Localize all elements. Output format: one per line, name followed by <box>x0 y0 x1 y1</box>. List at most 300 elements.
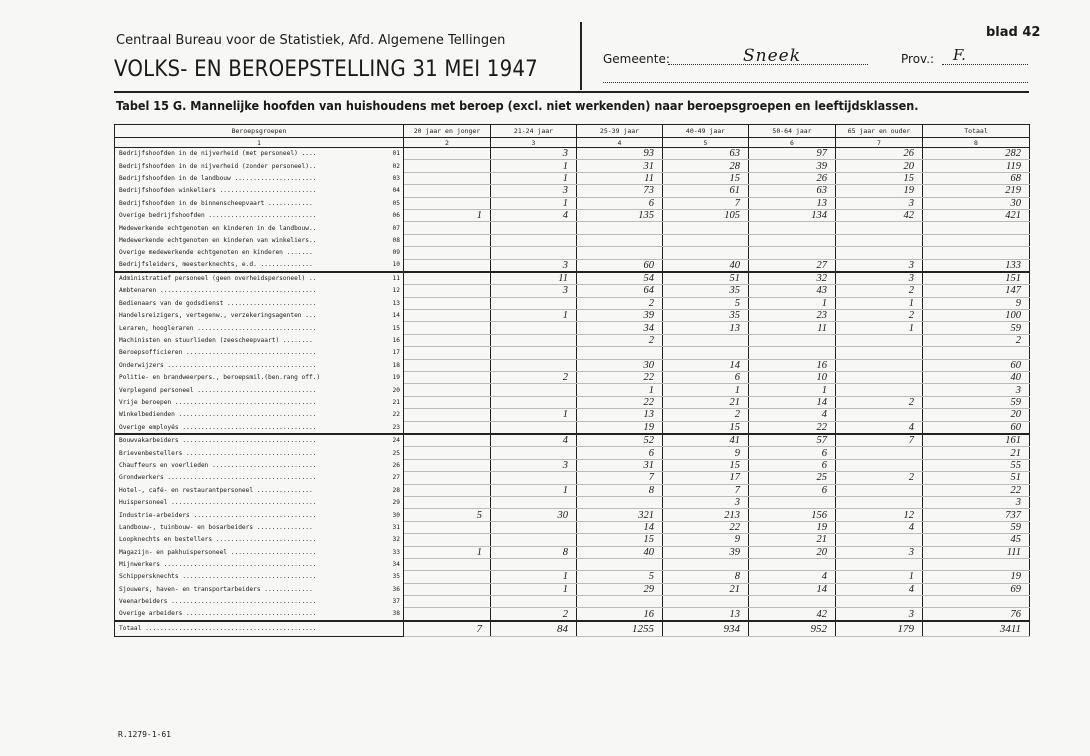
value-cell: 1 <box>491 583 577 595</box>
row-label-text: Medewerkende echtgenoten en kinderen van winkeliers.. <box>119 236 317 244</box>
value-cell: 5 <box>577 571 663 583</box>
value-cell <box>491 322 577 334</box>
value-cell: 4 <box>491 434 577 447</box>
value-cell: 52 <box>577 434 663 447</box>
value-cell: 4 <box>749 571 836 583</box>
row-code: 37 <box>392 598 400 606</box>
value-cell <box>836 558 923 570</box>
value-cell: 1 <box>491 310 577 322</box>
row-code: 28 <box>392 486 400 494</box>
value-cell: 60 <box>577 259 663 272</box>
value-cell: 93 <box>577 148 663 160</box>
value-cell <box>404 472 491 484</box>
value-cell <box>663 334 749 346</box>
row-label <box>115 272 404 285</box>
value-cell <box>749 247 836 259</box>
value-cell: 1 <box>749 384 836 396</box>
column-number: 8 <box>923 138 1030 148</box>
value-cell: 14 <box>749 396 836 408</box>
row-label <box>115 447 404 459</box>
value-cell: 19 <box>923 571 1030 583</box>
value-cell <box>836 334 923 346</box>
province-dotted-line <box>942 64 1028 65</box>
value-cell: 51 <box>663 272 749 285</box>
total-row <box>115 621 1030 637</box>
value-cell: 4 <box>836 421 923 434</box>
value-cell: 32 <box>749 272 836 285</box>
value-cell: 2 <box>836 396 923 408</box>
row-label-text: Handelsreizigers, vertegenw., verzekeringsagenten ... <box>119 312 317 320</box>
row-label <box>115 197 404 209</box>
value-cell <box>404 172 491 184</box>
value-cell: 39 <box>749 160 836 172</box>
table-row <box>115 347 1030 359</box>
value-cell: 22 <box>749 421 836 434</box>
value-cell <box>404 384 491 396</box>
value-cell <box>491 447 577 459</box>
row-label <box>115 172 404 184</box>
row-code: 38 <box>392 610 400 618</box>
value-cell: 282 <box>923 148 1030 160</box>
value-cell: 1 <box>491 484 577 496</box>
table-row <box>115 297 1030 309</box>
row-code: 21 <box>392 399 400 406</box>
row-label <box>115 372 404 384</box>
value-cell: 55 <box>923 459 1030 471</box>
table-row <box>115 459 1030 471</box>
row-label <box>115 185 404 197</box>
value-cell: 31 <box>577 459 663 471</box>
value-cell: 40 <box>923 372 1030 384</box>
row-label-text: Grondwerkers ........................................ <box>119 474 317 482</box>
value-cell <box>577 347 663 359</box>
value-cell: 6 <box>577 447 663 459</box>
value-cell <box>577 222 663 234</box>
value-cell: 35 <box>663 310 749 322</box>
table-row <box>115 197 1030 209</box>
value-cell <box>836 247 923 259</box>
table-row <box>115 521 1030 533</box>
value-cell <box>404 322 491 334</box>
column-number: 4 <box>577 138 663 148</box>
row-code: 18 <box>392 361 400 369</box>
value-cell: 19 <box>749 521 836 533</box>
row-label-text: Bedrijfshoofden in de nijverheid (zonder personeel).. <box>119 162 317 170</box>
value-cell: 9 <box>663 447 749 459</box>
row-code: 01 <box>392 150 400 158</box>
row-label <box>115 285 404 297</box>
row-code: 31 <box>392 523 400 531</box>
value-cell: 16 <box>577 608 663 621</box>
value-cell: 6 <box>749 447 836 459</box>
province-value: F. <box>953 46 966 64</box>
value-cell <box>404 347 491 359</box>
row-label-text: Ambtenaren .......................................... <box>119 287 317 295</box>
value-cell: 25 <box>749 472 836 484</box>
value-cell: 3 <box>836 197 923 209</box>
row-label-text: Chauffeurs en voerlieden ............................ <box>119 461 317 469</box>
row-label-text: Veenarbeiders ....................................... <box>119 598 317 606</box>
value-cell <box>836 347 923 359</box>
row-label <box>115 396 404 408</box>
row-label <box>115 234 404 246</box>
row-label <box>115 384 404 396</box>
value-cell <box>491 496 577 508</box>
value-cell <box>663 596 749 608</box>
blank-dotted-line <box>603 82 1028 83</box>
value-cell <box>836 409 923 421</box>
table-caption: Tabel 15 G. Mannelijke hoofden van huishoudens met beroep (excl. niet werkenden) naar beroepsgroepen en leeftijdsklassen. <box>116 98 919 113</box>
value-cell: 111 <box>923 546 1030 558</box>
value-cell: 6 <box>663 372 749 384</box>
row-label <box>115 496 404 508</box>
value-cell <box>404 571 491 583</box>
table-row <box>115 484 1030 496</box>
row-code: 05 <box>392 199 400 207</box>
value-cell: 1 <box>663 384 749 396</box>
value-cell: 69 <box>923 583 1030 595</box>
value-cell: 219 <box>923 185 1030 197</box>
column-header: 20 jaar en jonger <box>404 125 491 138</box>
value-cell <box>404 359 491 371</box>
value-cell: 60 <box>923 359 1030 371</box>
row-label <box>115 621 404 637</box>
table-row <box>115 372 1030 384</box>
value-cell: 17 <box>663 472 749 484</box>
value-cell: 4 <box>491 209 577 221</box>
row-code: 10 <box>392 261 400 269</box>
value-cell <box>663 347 749 359</box>
value-cell: 14 <box>577 521 663 533</box>
value-cell: 1 <box>836 571 923 583</box>
value-cell: 147 <box>923 285 1030 297</box>
value-cell: 20 <box>836 160 923 172</box>
row-label-text: Landbouw-, tuinbouw- en bosarbeiders ............... <box>119 523 313 531</box>
row-code: 29 <box>392 499 400 507</box>
row-code: 23 <box>392 423 400 431</box>
document-title: VOLKS- EN BEROEPSTELLING 31 MEI 1947 <box>114 57 538 82</box>
value-cell: 15 <box>663 172 749 184</box>
value-cell: 105 <box>663 209 749 221</box>
row-label <box>115 247 404 259</box>
value-cell: 321 <box>577 509 663 521</box>
column-number: 7 <box>836 138 923 148</box>
value-cell <box>404 272 491 285</box>
value-cell: 3 <box>491 185 577 197</box>
value-cell: 13 <box>577 409 663 421</box>
table-row <box>115 209 1030 221</box>
value-cell <box>923 347 1030 359</box>
value-cell <box>404 447 491 459</box>
value-cell: 3 <box>836 608 923 621</box>
row-code: 26 <box>392 461 400 469</box>
value-cell: 3 <box>836 259 923 272</box>
value-cell: 3 <box>923 496 1030 508</box>
value-cell: 3 <box>923 384 1030 396</box>
value-cell <box>836 459 923 471</box>
value-cell: 9 <box>923 297 1030 309</box>
value-cell: 15 <box>663 459 749 471</box>
table-row <box>115 222 1030 234</box>
row-label <box>115 310 404 322</box>
value-cell <box>404 234 491 246</box>
row-code: 17 <box>392 349 400 357</box>
row-label-text: Overige employés .................................... <box>119 423 317 431</box>
value-cell <box>404 197 491 209</box>
row-code: 06 <box>392 212 400 220</box>
value-cell: 8 <box>577 484 663 496</box>
value-cell: 1 <box>836 297 923 309</box>
value-cell <box>404 521 491 533</box>
row-label <box>115 434 404 447</box>
table-row <box>115 472 1030 484</box>
column-header: 25-39 jaar <box>577 125 663 138</box>
value-cell <box>404 596 491 608</box>
table-row <box>115 172 1030 184</box>
table-row <box>115 571 1030 583</box>
row-code: 14 <box>392 312 400 320</box>
value-cell: 21 <box>749 534 836 546</box>
value-cell: 15 <box>836 172 923 184</box>
value-cell <box>404 396 491 408</box>
value-cell: 1 <box>491 409 577 421</box>
value-cell: 1 <box>577 384 663 396</box>
row-code: 22 <box>392 411 400 419</box>
table-row <box>115 148 1030 160</box>
row-label-text: Bedienaars van de godsdienst ........................ <box>119 299 317 307</box>
row-label <box>115 421 404 434</box>
value-cell <box>491 534 577 546</box>
row-label <box>115 409 404 421</box>
gemeente-label: Gemeente: <box>603 52 670 66</box>
column-header: Totaal <box>923 125 1030 138</box>
value-cell <box>404 259 491 272</box>
value-cell: 1 <box>836 322 923 334</box>
row-code: 13 <box>392 299 400 307</box>
row-label <box>115 596 404 608</box>
table-row <box>115 421 1030 434</box>
table-row <box>115 434 1030 447</box>
value-cell <box>491 396 577 408</box>
value-cell: 1 <box>491 571 577 583</box>
value-cell: 5 <box>663 297 749 309</box>
value-cell <box>404 534 491 546</box>
value-cell <box>836 384 923 396</box>
value-cell: 15 <box>663 421 749 434</box>
row-label <box>115 571 404 583</box>
row-code: 19 <box>392 374 400 382</box>
value-cell <box>404 310 491 322</box>
gemeente-value: Sneek <box>743 46 802 66</box>
value-cell: 34 <box>577 322 663 334</box>
value-cell <box>491 521 577 533</box>
value-cell: 8 <box>663 571 749 583</box>
table-row <box>115 334 1030 346</box>
value-cell: 40 <box>663 259 749 272</box>
value-cell <box>577 496 663 508</box>
value-cell <box>404 247 491 259</box>
value-cell <box>836 484 923 496</box>
value-cell: 63 <box>663 148 749 160</box>
value-cell: 59 <box>923 521 1030 533</box>
column-header: 50-64 jaar <box>749 125 836 138</box>
table-row <box>115 546 1030 558</box>
table-row <box>115 596 1030 608</box>
value-cell <box>491 234 577 246</box>
value-cell <box>404 409 491 421</box>
value-cell: 2 <box>836 285 923 297</box>
row-code: 16 <box>392 337 400 345</box>
value-cell: 6 <box>749 484 836 496</box>
value-cell: 22 <box>577 372 663 384</box>
value-cell <box>491 596 577 608</box>
row-code: 24 <box>392 437 400 445</box>
table-row <box>115 384 1030 396</box>
row-label-text: Hotel-, café- en restaurantpersoneel ............... <box>119 486 313 494</box>
row-code: 07 <box>392 224 400 232</box>
value-cell <box>749 234 836 246</box>
value-cell: 421 <box>923 209 1030 221</box>
form-code: R.1279-1-61 <box>118 730 171 739</box>
value-cell: 39 <box>577 310 663 322</box>
table-row <box>115 272 1030 285</box>
table-row <box>115 285 1030 297</box>
row-code: 02 <box>392 162 400 170</box>
row-label-text: Bedrijfshoofden in de nijverheid (met personeel) .... <box>119 150 317 158</box>
value-cell <box>836 447 923 459</box>
row-label <box>115 459 404 471</box>
value-cell: 3 <box>491 285 577 297</box>
value-cell <box>923 558 1030 570</box>
province-label: Prov.: <box>901 52 935 66</box>
row-code: 20 <box>392 386 400 394</box>
page-number: blad 42 <box>986 25 1041 40</box>
value-cell: 2 <box>836 310 923 322</box>
column-header-row <box>115 125 1030 138</box>
value-cell: 19 <box>577 421 663 434</box>
value-cell <box>491 421 577 434</box>
row-code: 25 <box>392 449 400 457</box>
value-cell <box>836 534 923 546</box>
value-cell: 12 <box>836 509 923 521</box>
value-cell: 2 <box>491 372 577 384</box>
value-cell: 7 <box>663 484 749 496</box>
value-cell: 76 <box>923 608 1030 621</box>
value-cell <box>836 234 923 246</box>
value-cell: 2 <box>577 334 663 346</box>
table-row <box>115 322 1030 334</box>
value-cell <box>491 359 577 371</box>
value-cell: 73 <box>577 185 663 197</box>
value-cell: 68 <box>923 172 1030 184</box>
row-label-text: Overige medewerkende echtgenoten en kinderen ....... <box>119 249 313 257</box>
value-cell: 1 <box>749 297 836 309</box>
value-cell: 156 <box>749 509 836 521</box>
row-code: 27 <box>392 474 400 482</box>
column-number: 2 <box>404 138 491 148</box>
value-cell: 119 <box>923 160 1030 172</box>
row-code: 35 <box>392 573 400 581</box>
value-cell <box>404 297 491 309</box>
row-label <box>115 583 404 595</box>
value-cell <box>923 596 1030 608</box>
row-label <box>115 359 404 371</box>
value-cell: 40 <box>577 546 663 558</box>
value-cell <box>577 596 663 608</box>
value-cell: 15 <box>577 534 663 546</box>
value-cell <box>923 247 1030 259</box>
column-header: 21-24 jaar <box>491 125 577 138</box>
value-cell <box>404 372 491 384</box>
row-label <box>115 209 404 221</box>
value-cell: 179 <box>836 621 923 637</box>
value-cell <box>404 148 491 160</box>
row-code: 11 <box>392 275 400 283</box>
row-label-text: Administratief personeel (geen overheidspersoneel) .. <box>119 275 317 283</box>
column-number: 3 <box>491 138 577 148</box>
value-cell: 6 <box>577 197 663 209</box>
value-cell: 64 <box>577 285 663 297</box>
value-cell <box>577 247 663 259</box>
value-cell: 2 <box>491 608 577 621</box>
value-cell: 11 <box>749 322 836 334</box>
value-cell: 20 <box>749 546 836 558</box>
row-label <box>115 546 404 558</box>
row-label <box>115 334 404 346</box>
table-row <box>115 447 1030 459</box>
value-cell: 22 <box>923 484 1030 496</box>
value-cell: 43 <box>749 285 836 297</box>
value-cell <box>836 372 923 384</box>
value-cell: 1 <box>404 209 491 221</box>
value-cell: 6 <box>749 459 836 471</box>
value-cell: 952 <box>749 621 836 637</box>
value-cell: 59 <box>923 322 1030 334</box>
value-cell: 31 <box>577 160 663 172</box>
table-row <box>115 247 1030 259</box>
value-cell: 23 <box>749 310 836 322</box>
value-cell <box>404 496 491 508</box>
row-label-text: Beroepsofficieren ................................... <box>119 349 317 357</box>
header-rule <box>114 91 1029 93</box>
value-cell: 213 <box>663 509 749 521</box>
table-row <box>115 534 1030 546</box>
value-cell: 5 <box>404 509 491 521</box>
value-cell: 51 <box>923 472 1030 484</box>
row-code: 15 <box>392 324 400 332</box>
row-code: 04 <box>392 187 400 195</box>
value-cell <box>404 222 491 234</box>
row-label-text: Loopknechts en bestellers ........................... <box>119 536 317 544</box>
row-label <box>115 222 404 234</box>
column-number: 1 <box>115 138 404 148</box>
row-label-text: Mijnwerkers ......................................... <box>119 561 317 569</box>
table-row <box>115 583 1030 595</box>
value-cell: 135 <box>577 209 663 221</box>
value-cell: 2 <box>663 409 749 421</box>
value-cell: 14 <box>749 583 836 595</box>
value-cell: 29 <box>577 583 663 595</box>
row-code: 32 <box>392 536 400 544</box>
row-label-text: Overige arbeiders ................................... <box>119 610 317 618</box>
row-label-text: Bouwvakarbeiders .................................... <box>119 437 317 445</box>
value-cell: 42 <box>749 608 836 621</box>
value-cell: 1 <box>491 160 577 172</box>
row-label <box>115 521 404 533</box>
value-cell: 1 <box>491 172 577 184</box>
value-cell: 16 <box>749 359 836 371</box>
value-cell: 10 <box>749 372 836 384</box>
